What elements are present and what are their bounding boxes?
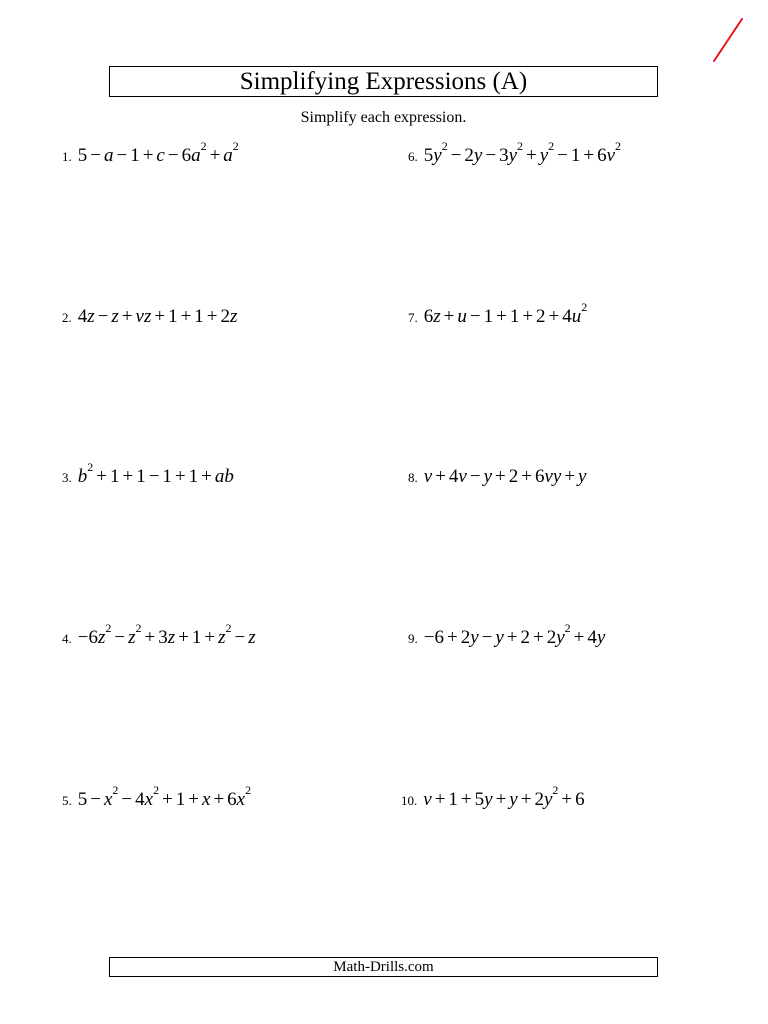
problem-expression: $6z + u - 1 + 1 + 2 + 4u^2$ [423,300,588,327]
problem-expression: v + 4v − y + 2 + 6vy + y [423,466,587,487]
problem-number: 3. [62,470,72,485]
problem-expression: 4z − z + vz + 1 + 1 + 2z [77,306,238,327]
problem-expression: $b^2 + 1 + 1 - 1 + 1$ + ab [77,460,234,487]
problem-6 [408,139,622,167]
red-check-mark [712,18,744,62]
problem-number: 9. [408,631,418,646]
problem-number: 2. [62,310,72,325]
problem-expression: $-6z^2 - z^2 + 3z + 1 + z^2 - z$ [77,621,256,648]
problem-number: 4. [62,631,72,646]
instructions: Simplify each expression. [300,109,467,126]
problem-number: 6. [408,149,418,164]
footer-attribution: Math-Drills.com [109,957,658,977]
problem-expression: $5 - a - 1 + c - 6a^2 + a^2$ [77,139,239,166]
problem-4 [62,621,256,649]
problem-number: 5. [62,793,72,808]
problem-3 [62,460,234,488]
problem-1 [62,139,239,167]
problem-number: 7. [408,310,418,325]
problem-5 [62,783,252,811]
problem-expression: $v + 1 + 5y + y + 2y^2 + 6$ [423,783,585,810]
problem-8 [408,466,586,488]
problem-expression: $5 - x^2 - 4x^2 + 1 + x + 6x^2$ [77,783,252,810]
worksheet-title: Simplifying Expressions (A) [109,66,658,97]
problem-number: 1. [62,149,72,164]
problem-2 [62,306,237,328]
problem-number: 8. [408,470,418,485]
problem-number: 10. [401,793,418,808]
problem-10 [401,783,585,811]
problem-9 [408,621,606,649]
problem-expression: $-6 + 2y - y + 2 + 2y^2 + 4y$ [423,621,606,648]
problem-expression: $5y^2 - 2y - 3y^2 + y^2 - 1 + 6v^2$ [423,139,622,166]
problem-7 [408,300,588,328]
